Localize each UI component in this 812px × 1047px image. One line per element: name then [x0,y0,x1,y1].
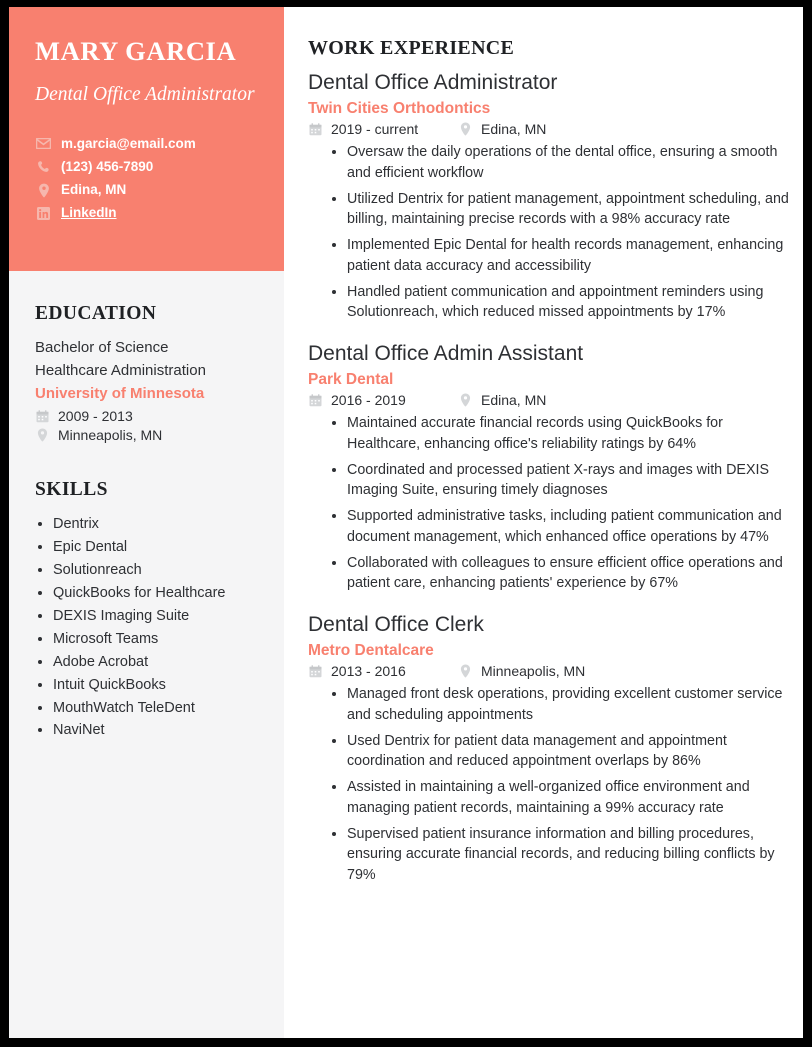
list-item: MouthWatch TeleDent [35,697,258,720]
list-item: Collaborated with colleagues to ensure efficient office operations and patient care, enhancing patients' experience by 67% [330,553,789,594]
list-item: NaviNet [35,719,258,742]
education-field: Healthcare Administration [35,361,206,379]
job-entry [308,612,789,886]
job-meta [308,121,789,137]
calendar-icon [308,394,323,407]
list-item: Microsoft Teams [35,628,258,651]
candidate-subtitle: Dental Office Administrator [35,84,255,106]
phone-icon [35,160,52,174]
education-school: University of Minnesota [35,385,205,402]
contact-location-text: Edina, MN [61,182,127,198]
job-location: Minneapolis, MN [481,663,586,680]
list-item: Epic Dental [35,536,258,559]
job-dates-group [308,392,458,408]
contact-phone-text: (123) 456-7890 [61,159,154,175]
resume-sheet [9,7,803,1038]
job-company: Metro Dentalcare [308,642,434,660]
education-dates-row [35,408,258,424]
education-location: Minneapolis, MN [58,427,163,444]
map-pin-icon [35,183,52,198]
list-item: Intuit QuickBooks [35,674,258,697]
job-location: Edina, MN [481,121,547,138]
job-location-group [458,663,585,679]
education-dates: 2009 - 2013 [58,408,133,425]
list-item: Coordinated and processed patient X-rays and images with DEXIS Imaging Suite, ensuring timely diagnoses [330,460,789,501]
job-dates: 2016 - 2019 [331,392,406,409]
list-item: Supervised patient insurance information and billing procedures, ensuring accurate financial records, and reducing billing conflicts by 79% [330,824,789,886]
job-bullets [308,142,789,323]
skills-section [9,479,284,742]
list-item: QuickBooks for Healthcare [35,582,258,605]
candidate-name: MARY GARCIA [35,36,237,66]
job-title: Dental Office Administrator [308,71,558,94]
list-item: Assisted in maintaining a well-organized office environment and managing patient records, maintaining a 99% accuracy rate [330,777,789,818]
job-dates-group [308,663,458,679]
contact-list [35,136,258,222]
job-entry [308,70,789,323]
education-location-row [35,427,258,443]
job-company: Twin Cities Orthodontics [308,100,491,118]
map-pin-icon [458,393,473,407]
job-title: Dental Office Clerk [308,613,484,636]
list-item: Oversaw the daily operations of the dental office, ensuring a smooth and efficient workflow [330,142,789,183]
skills-heading: SKILLS [35,479,108,501]
contact-linkedin-text: LinkedIn [61,205,117,221]
map-pin-icon [35,428,50,442]
sidebar-header [9,7,284,271]
list-item: Used Dentrix for patient data management and appointment coordination and reduced appointment overlaps by 86% [330,731,789,772]
contact-item-phone[interactable] [35,159,258,175]
calendar-icon [35,410,50,423]
education-heading: EDUCATION [35,303,157,324]
contact-email-text: m.garcia@email.com [61,135,196,151]
job-dates: 2013 - 2016 [331,663,406,680]
sidebar [9,7,284,1038]
list-item: Implemented Epic Dental for health records management, enhancing patient data accuracy and accessibility [330,235,789,276]
list-item: Handled patient communication and appointment reminders using Solutionreach, which reduced missed appointments by 17% [330,282,789,323]
work-experience-heading: WORK EXPERIENCE [308,37,515,59]
job-bullets [308,684,789,885]
job-dates-group [308,121,458,137]
education-degree: Bachelor of Science [35,339,169,356]
list-item: DEXIS Imaging Suite [35,605,258,628]
job-location: Edina, MN [481,392,547,409]
job-location-group [458,121,546,137]
job-entry [308,341,789,594]
list-item: Adobe Acrobat [35,651,258,674]
list-item: Supported administrative tasks, including patient communication and document management, which enhanced office operations by 47% [330,506,789,547]
contact-item-location [35,182,258,198]
list-item: Utilized Dentrix for patient management, appointment scheduling, and billing, maintaining precise records with a 98% accuracy rate [330,189,789,230]
list-item: Dentrix [35,513,258,536]
job-company: Park Dental [308,371,394,389]
job-meta [308,663,789,679]
education-section [9,303,284,443]
job-location-group [458,392,546,408]
job-bullets [308,413,789,594]
skills-list [35,513,258,742]
map-pin-icon [458,664,473,678]
map-pin-icon [458,122,473,136]
list-item: Solutionreach [35,559,258,582]
list-item: Maintained accurate financial records using QuickBooks for Healthcare, enhancing office's reliability ratings by 64% [330,413,789,454]
contact-item-email[interactable] [35,136,258,152]
work-experience-section [284,7,803,1038]
linkedin-icon [35,207,52,220]
envelope-icon [35,138,52,149]
calendar-icon [308,665,323,678]
job-dates: 2019 - current [331,121,419,138]
contact-item-linkedin[interactable] [35,205,258,221]
job-meta [308,392,789,408]
list-item: Managed front desk operations, providing excellent customer service and scheduling appointments [330,684,789,725]
calendar-icon [308,123,323,136]
job-title: Dental Office Admin Assistant [308,342,584,365]
